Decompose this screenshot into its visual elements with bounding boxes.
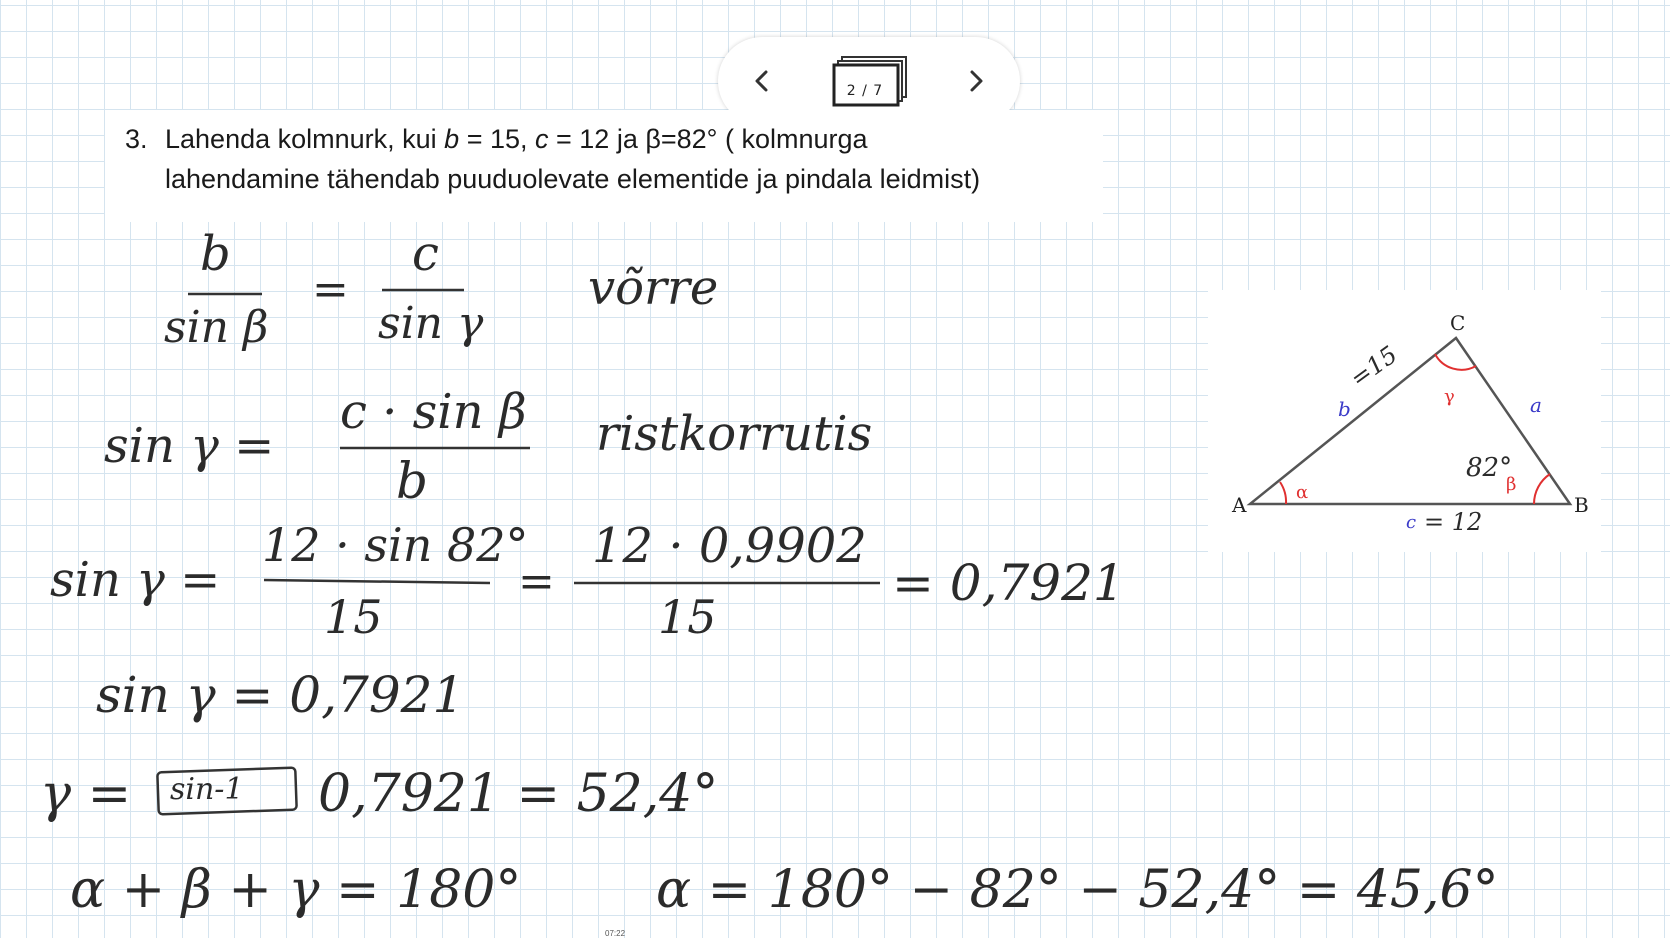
l1-word: võrre: [588, 260, 719, 316]
task-text: = 12 ja β=82° ( kolmnurga: [548, 124, 868, 154]
next-page-button[interactable]: [954, 59, 998, 103]
task-line-1: [125, 124, 868, 155]
triangle-figure: [1208, 290, 1601, 552]
side-a-label: a: [1530, 393, 1542, 417]
note-beta: 82°: [1466, 453, 1513, 483]
l4: sin γ = 0,7921: [96, 666, 465, 724]
triangle-shape: [1250, 338, 1570, 504]
var-b: b: [444, 124, 460, 154]
l2-word: ristkorrutis: [596, 406, 873, 462]
note-b: =15: [1345, 340, 1403, 393]
l3-num1: 12 · sin 82°: [262, 518, 529, 572]
l6-right: α = 180° − 82° − 52,4° = 45,6°: [656, 860, 1499, 920]
l3-den1: 15: [324, 590, 383, 644]
beta-label: β: [1506, 474, 1517, 495]
task-line-2: lahendamine tähendab puuduolevate elementide ja pindala leidmist): [165, 164, 981, 194]
l2-num: c · sin β: [340, 384, 527, 440]
alpha-arc: [1280, 482, 1286, 504]
var-c: c: [535, 124, 549, 154]
gamma-label: γ: [1444, 386, 1455, 407]
chevron-right-icon: [966, 68, 986, 94]
timestamp: 07:22: [605, 929, 626, 938]
vertex-c-label: C: [1450, 311, 1466, 335]
fraction-bar: [264, 580, 490, 583]
l2-den: b: [396, 452, 429, 510]
task-number: 3.: [125, 124, 148, 154]
page-counter: 2 / 7: [846, 83, 884, 99]
task-text: Lahenda kolmnurk, kui: [165, 124, 445, 154]
l3-den2: 15: [658, 590, 717, 644]
l3-num2: 12 · 0,9902: [592, 518, 867, 574]
side-b-label: b: [1338, 397, 1351, 421]
l1-num-left: b: [200, 226, 231, 282]
l6-left: α + β + γ = 180°: [70, 860, 522, 920]
triangle-diagram: [1208, 290, 1601, 552]
l1-num-right: c: [412, 226, 439, 282]
l3-res: = 0,7921: [892, 554, 1125, 612]
l5-rest: 0,7921 = 52,4°: [318, 764, 719, 824]
vertex-a-label: A: [1232, 493, 1247, 517]
l3-lhs: sin γ =: [50, 552, 221, 608]
alpha-label: α: [1296, 482, 1309, 503]
l5-lhs: γ =: [40, 764, 132, 824]
note-c: = 12: [1424, 508, 1483, 536]
previous-page-button[interactable]: [740, 59, 784, 103]
l1-eq: =: [312, 264, 349, 315]
l5-box: sin-1: [170, 772, 244, 807]
side-c-label: c: [1406, 512, 1417, 533]
l3-eq: =: [518, 556, 555, 607]
l1-den-left: sin β: [164, 302, 269, 353]
task-text: = 15,: [459, 124, 536, 154]
task-statement: [105, 110, 1103, 222]
l1-den-right: sin γ: [378, 298, 484, 349]
l2-lhs: sin γ =: [104, 418, 275, 474]
chevron-left-icon: [752, 68, 772, 94]
vertex-b-label: B: [1574, 493, 1589, 517]
beta-arc: [1534, 474, 1550, 504]
